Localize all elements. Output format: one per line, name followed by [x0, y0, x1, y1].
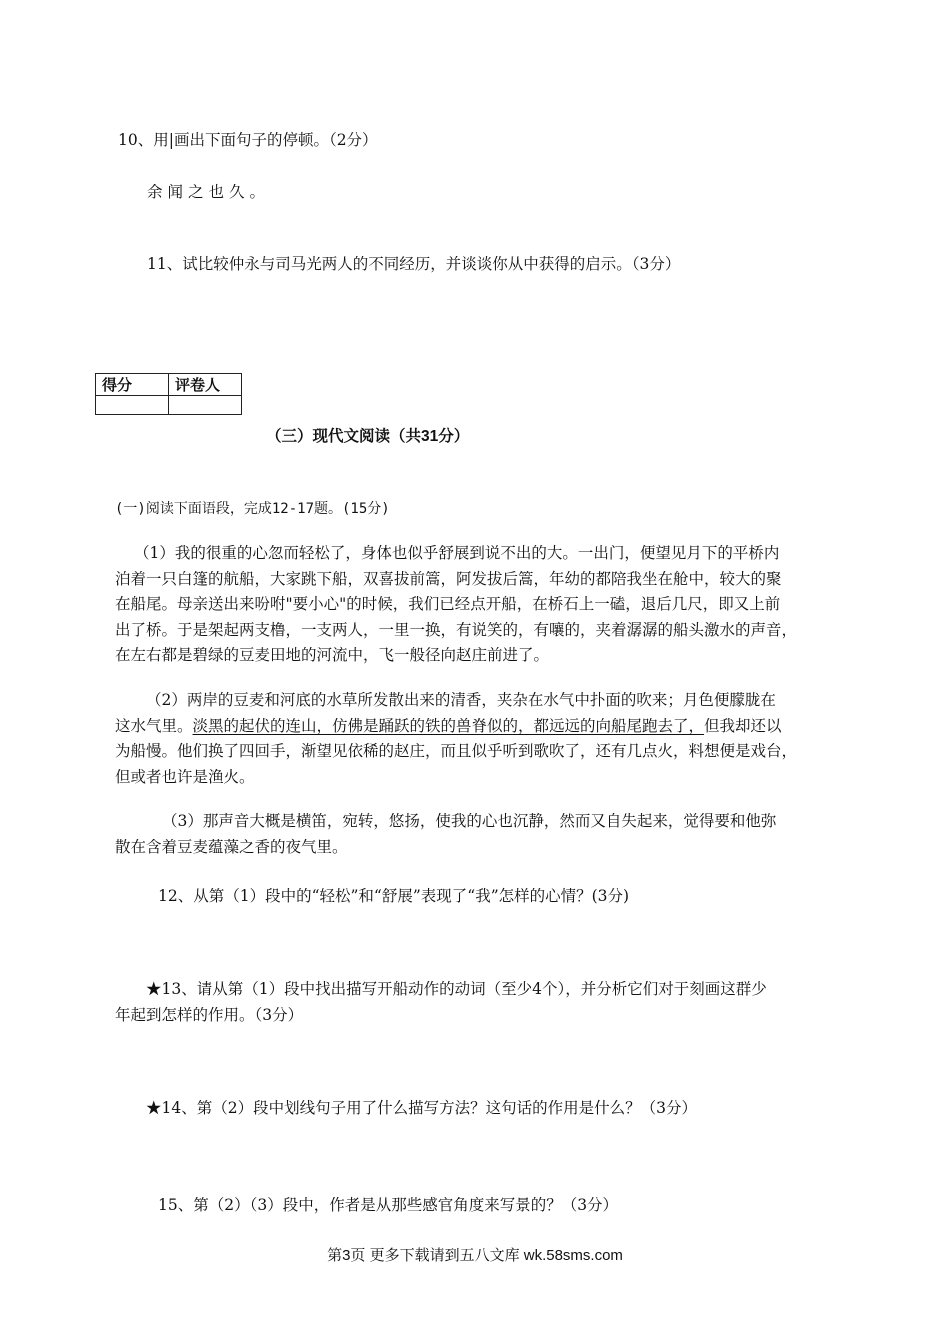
paragraph-2-line: 为船慢。他们换了四回手，渐望见依稀的赵庄，而且似乎听到歌吹了，还有几点火，料想便是戏台，: [115, 742, 798, 760]
paragraph-3: [162, 809, 776, 835]
paragraph-1-line: （1）我的很重的心忽而轻松了，身体也似乎舒展到说不出的大。一出门，便望见月下的平桥内: [134, 544, 780, 562]
question-15: 15、第（2）（3）段中，作者是从那些感官角度来写景的？（3分）: [158, 1196, 619, 1214]
paragraph-2-line: （2）两岸的豆麦和河底的水草所发散出来的清香，夹杂在水气中扑面的吹来；月色便朦胧在: [146, 691, 776, 709]
question-10: 10、用|画出下面句子的停顿。（2分）: [118, 131, 378, 149]
paragraph-3-line: 散在含着豆麦蕴藻之香的夜气里。: [115, 837, 348, 856]
reading-intro: (一)阅读下面语段，完成12-17题。(15分): [115, 501, 390, 517]
score-label: 得分: [96, 374, 169, 396]
question-10-sentence: 余闻之也久。: [147, 183, 271, 201]
grader-label: 评卷人: [169, 374, 242, 396]
question-13: [146, 977, 767, 1003]
grader-cell[interactable]: [169, 396, 242, 415]
paragraph-1-line: 泊着一只白篷的航船，大家跳下船，双喜拔前篙，阿发拔后篙，年幼的都陪我坐在舱中，较大的聚: [115, 569, 782, 588]
score-cell[interactable]: [96, 396, 169, 415]
question-13-line: 年起到怎样的作用。（3分）: [115, 1005, 304, 1024]
page-footer: 第3页 更多下载请到五八文库 wk.58sms.com: [327, 1247, 623, 1264]
paragraph-2-text: 但我却还以: [704, 716, 782, 735]
paragraph-1-line: 在左右都是碧绿的豆麦田地的河流中，飞一般径向赵庄前进了。: [115, 646, 550, 664]
paragraph-3-line: （3）那声音大概是横笛，宛转，悠扬，使我的心也沉静，然而又自失起来，觉得要和他弥: [162, 812, 777, 830]
section-title: （三）现代文阅读（共31分）: [266, 428, 470, 445]
score-table: [95, 373, 242, 415]
question-14: ★14、第（2）段中划线句子用了什么描写方法？这句话的作用是什么？（3分）: [146, 1099, 697, 1117]
question-13-cont: [115, 1003, 303, 1029]
paragraph-2-line: [115, 714, 797, 740]
paragraph-1-line: 在船尾。母亲送出来吩咐"要小心"的时候，我们已经点开船，在桥石上一磕，退后几尺，即又上前: [115, 595, 781, 613]
paragraph-2-text: 这水气里。: [115, 716, 193, 735]
underlined-sentence: 淡黑的起伏的连山，仿佛是踊跃的铁的兽脊似的，都远远的向船尾跑去了，: [192, 716, 705, 735]
paragraph-2: [146, 688, 776, 714]
paragraph-2-cont: [115, 714, 797, 791]
question-11: 11、试比较仲永与司马光两人的不同经历，并谈谈你从中获得的启示。（3分）: [147, 255, 681, 273]
question-13-line: ★13、请从第（1）段中找出描写开船动作的动词（至少4个），并分析它们对于刻画这群少: [146, 980, 767, 998]
paragraph-3-cont: [115, 835, 348, 861]
paragraph-1-line: 出了桥。于是架起两支橹，一支两人，一里一换，有说笑的，有嚷的，夹着潺潺的船头激水的声音，: [115, 620, 798, 639]
paragraph-2-line: 但或者也许是渔火。: [115, 767, 255, 786]
paragraph-1: [134, 541, 779, 567]
question-12: 12、从第（1）段中的“轻松”和“舒展”表现了“我”怎样的心情？(3分): [158, 887, 630, 905]
paragraph-1-cont: [115, 567, 797, 669]
